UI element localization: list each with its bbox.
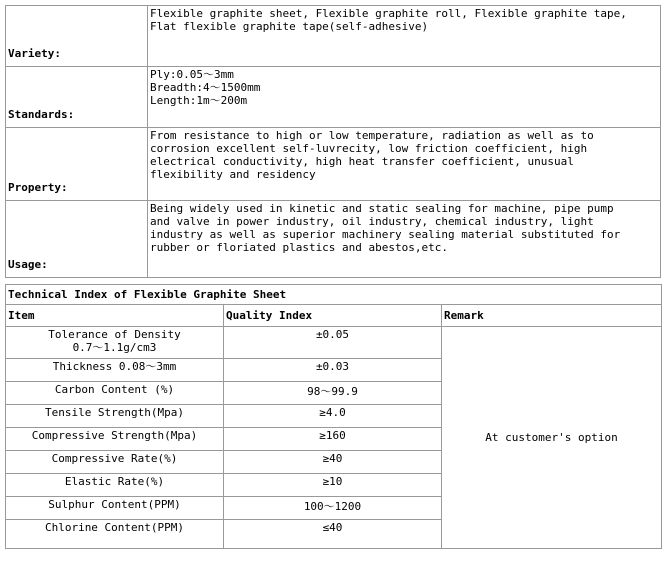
standards-line: Ply:0.05～3mm: [150, 68, 234, 81]
standards-line: Length:1m～200m: [150, 94, 248, 107]
quality-index-cell: ±0.05: [224, 327, 442, 359]
item-cell: Compressive Strength(Mpa): [6, 428, 224, 451]
item-subtext: 0.7～1.1g/cm3: [72, 341, 157, 354]
usage-line: and valve in power industry, oil industry, chemical industry, light: [150, 215, 594, 228]
quality-index-cell: ≥160: [224, 428, 442, 451]
property-line: From resistance to high or low temperature, radiation as well as to: [150, 129, 594, 142]
item-cell: Thickness 0.08～3mm: [6, 359, 224, 382]
header-item: Item: [6, 305, 224, 327]
usage-line: Being widely used in kinetic and static sealing for machine, pipe pump: [150, 202, 614, 215]
technical-index-table: [5, 284, 662, 549]
usage-label: Usage:: [6, 201, 148, 278]
standards-row: [6, 67, 661, 128]
usage-row: [6, 201, 661, 278]
quality-index-cell: ±0.03: [224, 359, 442, 382]
variety-line: Flat flexible graphite tape(self-adhesive): [150, 20, 429, 33]
property-line: flexibility and residency: [150, 168, 316, 181]
property-line: corrosion excellent self-luvrecity, low friction coefficient, high: [150, 142, 588, 155]
technical-header-row: [6, 305, 662, 327]
header-quality-index: Quality Index: [224, 305, 442, 327]
table-row: [6, 327, 662, 359]
quality-index-cell: 100～1200: [224, 497, 442, 520]
quality-index-cell: ≤40: [224, 520, 442, 549]
quality-index-cell: ≥4.0: [224, 405, 442, 428]
standards-line: Breadth:4～1500mm: [150, 81, 261, 94]
item-cell: Elastic Rate(%): [6, 474, 224, 497]
variety-row: [6, 6, 661, 67]
item-cell: Chlorine Content(PPM): [6, 520, 224, 549]
standards-label: Standards:: [6, 67, 148, 128]
header-remark: Remark: [442, 305, 662, 327]
technical-title: Technical Index of Flexible Graphite Sheet: [6, 285, 662, 305]
usage-line: industry as well as superior machinery sealing material substituted for: [150, 228, 621, 241]
variety-line: Flexible graphite sheet, Flexible graphite roll, Flexible graphite tape,: [150, 7, 627, 20]
usage-line: rubber or floriated plastics and abestos,etc.: [150, 241, 449, 254]
usage-value: [148, 201, 661, 278]
property-line: electrical conductivity, high heat transfer coefficient, unusual: [150, 155, 574, 168]
item-cell: Tensile Strength(Mpa): [6, 405, 224, 428]
quality-index-cell: ≥40: [224, 451, 442, 474]
item-cell: [6, 327, 224, 359]
remark-cell: At customer's option: [442, 327, 662, 549]
item-cell: Carbon Content (%): [6, 382, 224, 405]
item-cell: Compressive Rate(%): [6, 451, 224, 474]
specification-table: [5, 5, 661, 278]
technical-title-row: [6, 285, 662, 305]
item-cell: Sulphur Content(PPM): [6, 497, 224, 520]
property-label: Property:: [6, 128, 148, 201]
quality-index-cell: 98～99.9: [224, 382, 442, 405]
property-value: [148, 128, 661, 201]
variety-label: Variety:: [6, 6, 148, 67]
standards-value: [148, 67, 661, 128]
variety-value: [148, 6, 661, 67]
item-name: Tolerance of Density: [48, 328, 181, 341]
property-row: [6, 128, 661, 201]
quality-index-cell: ≥10: [224, 474, 442, 497]
